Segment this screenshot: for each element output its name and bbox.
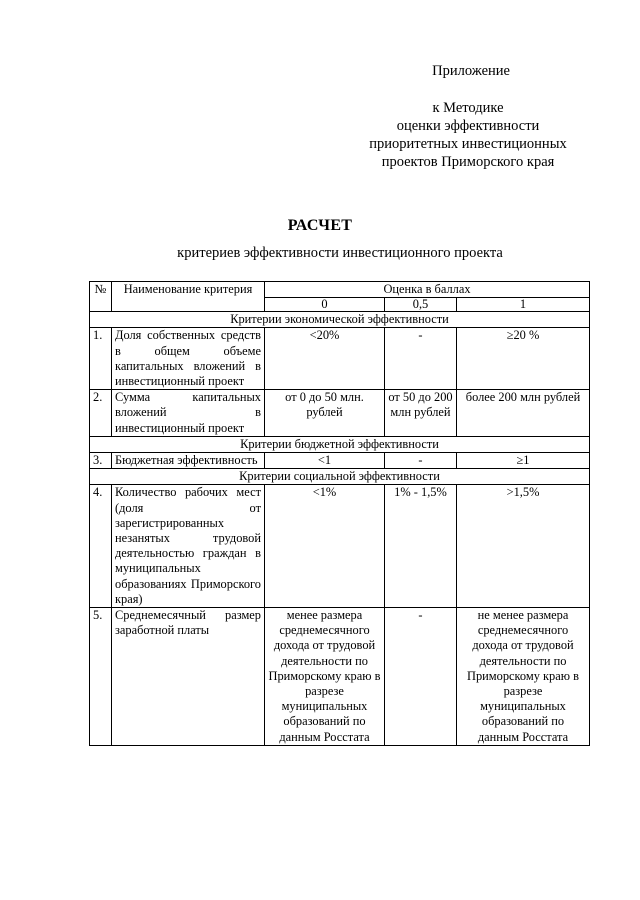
header-score-05: 0,5 (385, 298, 457, 312)
row-score-05: - (385, 453, 457, 469)
annex-line: проектов Приморского края (381, 154, 555, 170)
annex-header (360, 62, 576, 171)
criteria-table (89, 281, 590, 746)
row-number: 2. (90, 390, 112, 437)
table-row (90, 485, 590, 608)
row-name: Сумма капитальных вложений в инвестиционный проект (112, 390, 265, 437)
row-score-0: <1 (265, 453, 385, 469)
table-row (90, 328, 590, 390)
row-name: Количество рабочих мест (доля от зарегистрированных незанятых трудовой деятельностью граждан в муниципальных образованиях Приморского края) (112, 485, 265, 608)
row-number: 5. (90, 608, 112, 746)
header-score-1: 1 (457, 298, 590, 312)
table-row (90, 453, 590, 469)
section-row (90, 436, 590, 452)
annex-line: к Методике (432, 100, 504, 116)
document-title: РАСЧЕТ (287, 217, 353, 234)
section-economic: Критерии экономической эффективности (90, 312, 590, 328)
row-name: Доля собственных средств в общем объеме капитальных вложений в инвестиционный проект (112, 328, 265, 390)
row-score-05: от 50 до 200 млн рублей (385, 390, 457, 437)
section-budget: Критерии бюджетной эффективности (90, 436, 590, 452)
section-row (90, 312, 590, 328)
header-score: Оценка в баллах (265, 282, 590, 298)
section-row (90, 469, 590, 485)
table-row (90, 608, 590, 746)
row-number: 1. (90, 328, 112, 390)
annex-line: оценки эффективности (396, 118, 540, 134)
row-number: 4. (90, 485, 112, 608)
section-social: Критерии социальной эффективности (90, 469, 590, 485)
document-subtitle: критериев эффективности инвестиционного проекта (177, 245, 503, 261)
annex-title: Приложение (432, 63, 510, 79)
header-name: Наименование критерия (112, 282, 265, 312)
row-score-1: ≥20 % (457, 328, 590, 390)
row-name: Среднемесячный размер заработной платы (112, 608, 265, 746)
row-score-1: ≥1 (457, 453, 590, 469)
row-score-1: >1,5% (457, 485, 590, 608)
table-row (90, 390, 590, 437)
row-name: Бюджетная эффективность (112, 453, 265, 469)
row-score-05: - (385, 608, 457, 746)
row-score-1: не менее размера среднемесячного дохода от трудовой деятельности по Приморскому краю в разрезе муниципальных образований по данным Росстата (457, 608, 590, 746)
annex-line: приоритетных инвестиционных (369, 136, 567, 152)
row-score-0: <1% (265, 485, 385, 608)
row-score-0: менее размера среднемесячного дохода от трудовой деятельности по Приморскому краю в разрезе муниципальных образований по данным Росстата (265, 608, 385, 746)
row-score-1: более 200 млн рублей (457, 390, 590, 437)
row-score-0: <20% (265, 328, 385, 390)
row-score-0: от 0 до 50 млн. рублей (265, 390, 385, 437)
row-number: 3. (90, 453, 112, 469)
header-score-0: 0 (265, 298, 385, 312)
row-score-05: - (385, 328, 457, 390)
row-score-05: 1% - 1,5% (385, 485, 457, 608)
header-number: № (90, 282, 112, 312)
